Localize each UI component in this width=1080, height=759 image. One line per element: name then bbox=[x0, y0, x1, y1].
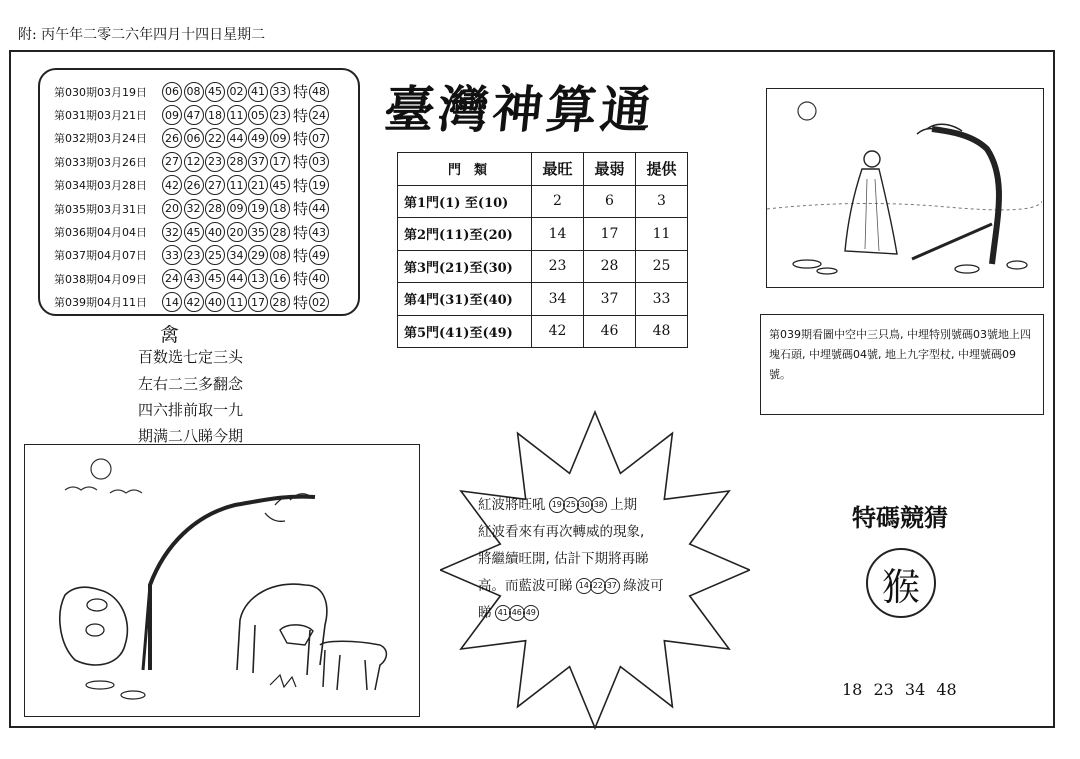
table-row bbox=[398, 218, 688, 251]
history-label: 第032期03月24日 bbox=[54, 132, 147, 146]
number-ball: 02 bbox=[227, 82, 247, 102]
number-ball: 29 bbox=[248, 245, 268, 265]
special-label: 特 bbox=[293, 246, 309, 265]
number-ball: 14 bbox=[162, 292, 182, 312]
number-ball: 47 bbox=[184, 105, 204, 125]
number-ball: 22 bbox=[205, 128, 225, 148]
number-ball: 20 bbox=[227, 222, 247, 242]
green-ball: 46 bbox=[509, 605, 525, 621]
number-ball: 45 bbox=[205, 269, 225, 289]
number-ball: 26 bbox=[162, 128, 182, 148]
number-ball: 12 bbox=[184, 152, 204, 172]
special-ball: 19 bbox=[309, 175, 329, 195]
table-cell: 3 bbox=[636, 185, 688, 218]
table-cell: 第5門(41)至(49) bbox=[398, 315, 532, 348]
history-label: 第034期03月28日 bbox=[54, 179, 147, 193]
number-ball: 11 bbox=[227, 105, 247, 125]
table-cell: 第3門(21)至(30) bbox=[398, 250, 532, 283]
table-cell: 42 bbox=[532, 315, 584, 348]
star-line-5 bbox=[478, 600, 718, 627]
number-ball: 20 bbox=[162, 199, 182, 219]
history-row bbox=[54, 150, 358, 173]
history-row bbox=[54, 244, 358, 267]
number-ball: 43 bbox=[184, 269, 204, 289]
history-label: 第035期03月31日 bbox=[54, 202, 147, 216]
table-cell: 17 bbox=[584, 218, 636, 251]
number-ball: 19 bbox=[248, 199, 268, 219]
number-ball: 25 bbox=[205, 245, 225, 265]
moon-icon bbox=[798, 102, 816, 120]
guess-animal-badge: 猴 bbox=[866, 548, 936, 618]
number-ball: 33 bbox=[270, 82, 290, 102]
table-cell: 33 bbox=[636, 283, 688, 316]
star-text: 睇 bbox=[478, 605, 492, 621]
number-ball: 40 bbox=[205, 292, 225, 312]
history-label: 第036期04月04日 bbox=[54, 226, 147, 240]
history-row bbox=[54, 127, 358, 150]
history-label: 第038期04月09日 bbox=[54, 272, 147, 286]
history-label: 第030期03月19日 bbox=[54, 85, 147, 99]
poem-line-1: 百数选七定三头 bbox=[138, 348, 244, 366]
table-cell: 6 bbox=[584, 185, 636, 218]
number-ball: 40 bbox=[205, 222, 225, 242]
number-ball: 41 bbox=[248, 82, 268, 102]
special-label: 特 bbox=[293, 153, 309, 172]
number-ball: 28 bbox=[270, 222, 290, 242]
header-date: 附: 丙午年二零二六年四月十四日星期二 bbox=[18, 27, 266, 43]
number-ball: 45 bbox=[205, 82, 225, 102]
number-ball: 24 bbox=[162, 269, 182, 289]
starburst-text bbox=[478, 492, 718, 627]
special-label: 特 bbox=[293, 293, 309, 312]
star-text: 紅波將旺吼 bbox=[478, 497, 546, 513]
green-ball: 41 bbox=[495, 605, 511, 621]
goats-illustration bbox=[24, 444, 420, 717]
special-label: 特 bbox=[293, 270, 309, 289]
number-ball: 21 bbox=[248, 175, 268, 195]
number-ball: 28 bbox=[205, 199, 225, 219]
number-ball: 05 bbox=[248, 105, 268, 125]
table-header-row bbox=[398, 153, 688, 186]
table-cell: 第2門(11)至(20) bbox=[398, 218, 532, 251]
star-line-3: 將繼續旺開, 估計下期將再睇 bbox=[478, 551, 649, 567]
hint-note: 第039期看圖中空中三只鳥, 中埋特別號碼03號地上四塊石頭, 中埋號碼04號, 地上九字型杖, 中埋號碼09號。 bbox=[760, 314, 1044, 415]
history-row bbox=[54, 267, 358, 290]
poem-line-2: 左右二三多翻念 bbox=[138, 375, 244, 393]
number-ball: 09 bbox=[227, 199, 247, 219]
special-label: 特 bbox=[293, 223, 309, 242]
number-ball: 06 bbox=[184, 128, 204, 148]
number-ball: 45 bbox=[184, 222, 204, 242]
special-label: 特 bbox=[293, 176, 309, 195]
table-cell: 2 bbox=[532, 185, 584, 218]
number-ball: 18 bbox=[205, 105, 225, 125]
table-row bbox=[398, 185, 688, 218]
sage-drawing bbox=[767, 89, 1042, 286]
number-ball: 17 bbox=[248, 292, 268, 312]
special-label: 特 bbox=[293, 200, 309, 219]
number-ball: 32 bbox=[184, 199, 204, 219]
history-label: 第033期03月26日 bbox=[54, 155, 147, 169]
poem-title: 禽 bbox=[160, 324, 180, 346]
number-ball: 32 bbox=[162, 222, 182, 242]
number-ball: 37 bbox=[248, 152, 268, 172]
table-cell: 28 bbox=[584, 250, 636, 283]
special-ball: 24 bbox=[309, 105, 329, 125]
number-ball: 16 bbox=[270, 269, 290, 289]
blue-ball: 22 bbox=[590, 578, 606, 594]
special-ball: 49 bbox=[309, 245, 329, 265]
number-ball: 42 bbox=[162, 175, 182, 195]
blue-ball: 37 bbox=[604, 578, 620, 594]
special-ball: 40 bbox=[309, 269, 329, 289]
goats-drawing bbox=[25, 445, 418, 715]
number-ball: 08 bbox=[270, 245, 290, 265]
number-ball: 35 bbox=[248, 222, 268, 242]
guess-title: 特碼競猜 bbox=[852, 504, 948, 532]
star-line-2: 紅波看來有再次轉威的現象, bbox=[478, 524, 645, 540]
number-ball: 18 bbox=[270, 199, 290, 219]
history-row bbox=[54, 80, 358, 103]
header-provide: 提供 bbox=[636, 153, 688, 186]
table-row bbox=[398, 283, 688, 316]
special-ball: 07 bbox=[309, 128, 329, 148]
blue-ball: 14 bbox=[576, 578, 592, 594]
poem-line-3: 四六排前取一九 bbox=[138, 401, 244, 419]
history-label: 第039期04月11日 bbox=[54, 296, 147, 310]
star-line-1 bbox=[478, 492, 718, 519]
number-ball: 27 bbox=[205, 175, 225, 195]
header-category: 門 類 bbox=[398, 153, 532, 186]
sage-illustration bbox=[766, 88, 1044, 288]
red-ball: 38 bbox=[591, 497, 607, 513]
green-ball: 49 bbox=[523, 605, 539, 621]
number-ball: 09 bbox=[162, 105, 182, 125]
history-row bbox=[54, 174, 358, 197]
number-ball: 42 bbox=[184, 292, 204, 312]
red-ball: 25 bbox=[563, 497, 579, 513]
table-cell: 14 bbox=[532, 218, 584, 251]
red-ball: 30 bbox=[577, 497, 593, 513]
number-ball: 28 bbox=[270, 292, 290, 312]
number-ball: 44 bbox=[227, 269, 247, 289]
star-text: 綠波可 bbox=[623, 578, 664, 594]
table-cell: 48 bbox=[636, 315, 688, 348]
header-hot: 最旺 bbox=[532, 153, 584, 186]
number-ball: 28 bbox=[227, 152, 247, 172]
table-cell: 23 bbox=[532, 250, 584, 283]
star-text: 上期 bbox=[610, 497, 638, 513]
number-ball: 13 bbox=[248, 269, 268, 289]
table-cell: 25 bbox=[636, 250, 688, 283]
table-cell: 第1門(1) 至(10) bbox=[398, 185, 532, 218]
table-cell: 第4門(31)至(40) bbox=[398, 283, 532, 316]
header-cold: 最弱 bbox=[584, 153, 636, 186]
category-table bbox=[397, 152, 688, 348]
history-box bbox=[38, 68, 360, 316]
number-ball: 33 bbox=[162, 245, 182, 265]
number-ball: 17 bbox=[270, 152, 290, 172]
number-ball: 45 bbox=[270, 175, 290, 195]
special-label: 特 bbox=[293, 83, 309, 102]
number-ball: 44 bbox=[227, 128, 247, 148]
number-ball: 09 bbox=[270, 128, 290, 148]
number-ball: 23 bbox=[184, 245, 204, 265]
history-label: 第031期03月21日 bbox=[54, 109, 147, 123]
moon-icon bbox=[91, 459, 111, 479]
history-row bbox=[54, 197, 358, 220]
number-ball: 34 bbox=[227, 245, 247, 265]
history-row bbox=[54, 291, 358, 314]
number-ball: 26 bbox=[184, 175, 204, 195]
number-ball: 06 bbox=[162, 82, 182, 102]
star-line-4 bbox=[478, 573, 718, 600]
number-ball: 11 bbox=[227, 175, 247, 195]
history-row bbox=[54, 220, 358, 243]
table-cell: 34 bbox=[532, 283, 584, 316]
number-ball: 08 bbox=[184, 82, 204, 102]
table-cell: 37 bbox=[584, 283, 636, 316]
guess-numbers: 18 23 34 48 bbox=[842, 680, 957, 699]
number-ball: 23 bbox=[205, 152, 225, 172]
number-ball: 49 bbox=[248, 128, 268, 148]
red-ball: 19 bbox=[549, 497, 565, 513]
special-ball: 43 bbox=[309, 222, 329, 242]
star-text: 高。而藍波可睇 bbox=[478, 578, 573, 594]
special-ball: 44 bbox=[309, 199, 329, 219]
number-ball: 23 bbox=[270, 105, 290, 125]
special-ball: 03 bbox=[309, 152, 329, 172]
poem-line-4: 期满二八睇今期 bbox=[138, 427, 244, 445]
table-cell: 46 bbox=[584, 315, 636, 348]
number-ball: 27 bbox=[162, 152, 182, 172]
table-cell: 11 bbox=[636, 218, 688, 251]
table-row bbox=[398, 315, 688, 348]
history-row bbox=[54, 103, 358, 126]
special-ball: 02 bbox=[309, 292, 329, 312]
special-ball: 48 bbox=[309, 82, 329, 102]
special-label: 特 bbox=[293, 106, 309, 125]
history-label: 第037期04月07日 bbox=[54, 249, 147, 263]
special-label: 特 bbox=[293, 129, 309, 148]
number-ball: 11 bbox=[227, 292, 247, 312]
page-title: 臺灣神算通 bbox=[381, 80, 658, 139]
table-row bbox=[398, 250, 688, 283]
